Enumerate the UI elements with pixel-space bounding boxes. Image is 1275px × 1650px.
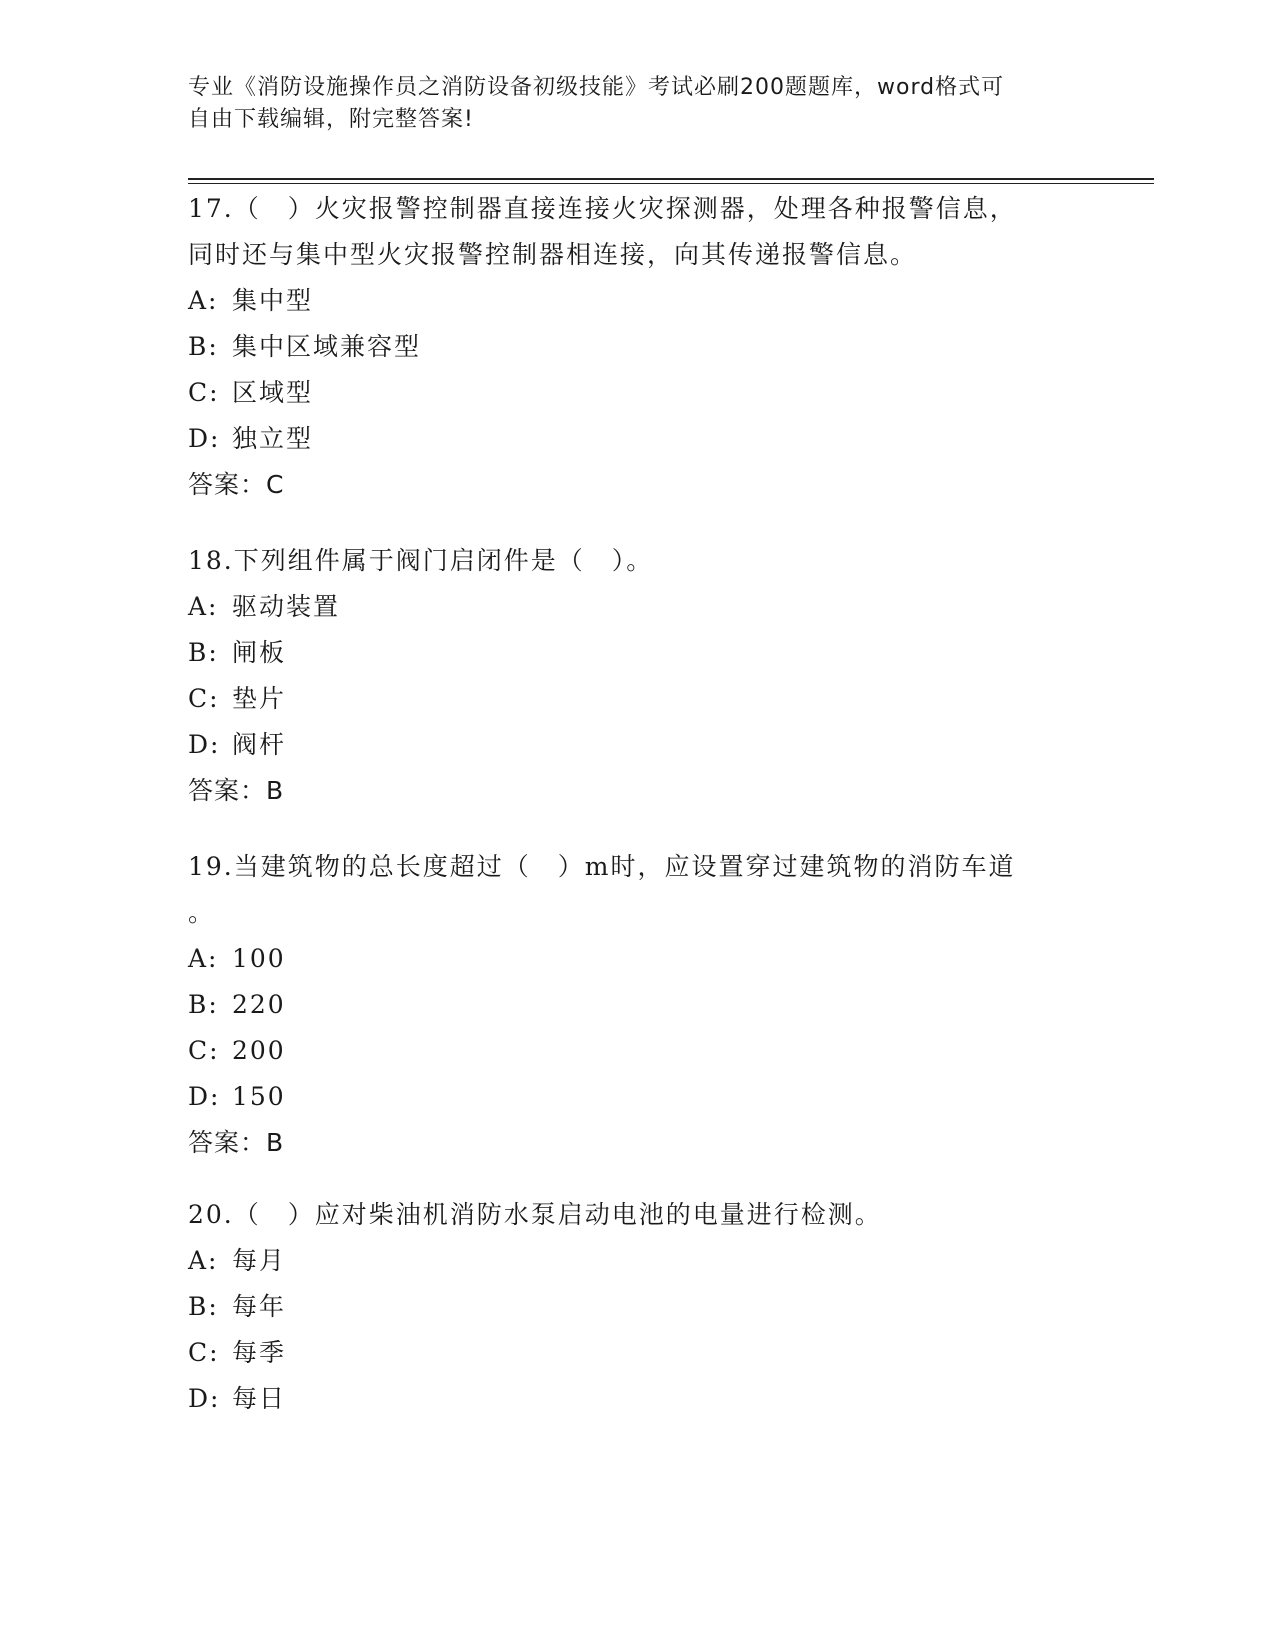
option-text: 每年 <box>232 1292 287 1321</box>
header-line-1: 专业《消防设施操作员之消防设备初级技能》考试必刷200题题库，word格式可 <box>188 75 1005 100</box>
option-letter: D: <box>188 424 221 453</box>
option-text: 每日 <box>232 1384 287 1413</box>
question-stem-line: 17.（ ）火灾报警控制器直接连接火灾探测器，处理各种报警信息， <box>188 194 1017 223</box>
option-text: 每月 <box>232 1246 287 1275</box>
option-text: 200 <box>232 1036 286 1065</box>
question-stem-line: 。 <box>188 898 216 927</box>
option-a <box>188 278 1068 324</box>
option-text: 集中区域兼容型 <box>232 332 422 361</box>
option-text: 100 <box>232 944 286 973</box>
option-c <box>188 1330 1068 1376</box>
option-letter: D: <box>188 1384 221 1413</box>
option-letter: B: <box>188 332 219 361</box>
question-stem-line: 20.（ ）应对柴油机消防水泵启动电池的电量进行检测。 <box>188 1200 882 1229</box>
option-c <box>188 676 1068 722</box>
option-letter: B: <box>188 990 219 1019</box>
option-text: 150 <box>232 1082 286 1111</box>
option-letter: D: <box>188 1082 221 1111</box>
option-letter: A: <box>188 592 219 621</box>
option-letter: C: <box>188 378 220 407</box>
option-letter: C: <box>188 1036 220 1065</box>
option-text: 集中型 <box>232 286 314 315</box>
document-header <box>188 72 1068 136</box>
question-19 <box>188 844 1068 1166</box>
option-text: 闸板 <box>232 638 287 667</box>
option-letter: A: <box>188 944 219 973</box>
option-b <box>188 324 1068 370</box>
option-letter: B: <box>188 638 219 667</box>
option-letter: B: <box>188 1292 219 1321</box>
option-text: 驱动装置 <box>232 592 341 621</box>
answer-label: 答案：B <box>188 1128 285 1157</box>
option-letter: C: <box>188 684 220 713</box>
answer-label: 答案：B <box>188 776 285 805</box>
question-17 <box>188 186 1068 508</box>
option-text: 独立型 <box>232 424 314 453</box>
option-text: 220 <box>232 990 286 1019</box>
option-d <box>188 1376 1068 1422</box>
question-20 <box>188 1192 1068 1422</box>
question-stem-line: 18.下列组件属于阀门启闭件是（ ）。 <box>188 546 654 575</box>
option-a <box>188 584 1068 630</box>
option-c <box>188 370 1068 416</box>
header-line-2: 自由下载编辑，附完整答案! <box>188 107 474 132</box>
header-divider-thin <box>188 183 1154 184</box>
question-stem-line: 同时还与集中型火灾报警控制器相连接，向其传递报警信息。 <box>188 240 918 269</box>
option-a <box>188 936 1068 982</box>
option-b <box>188 1284 1068 1330</box>
option-c <box>188 1028 1068 1074</box>
option-letter: C: <box>188 1338 220 1367</box>
option-text: 阀杆 <box>232 730 287 759</box>
answer-label: 答案：C <box>188 470 285 499</box>
option-text: 每季 <box>232 1338 287 1367</box>
option-d <box>188 722 1068 768</box>
option-text: 垫片 <box>232 684 287 713</box>
option-text: 区域型 <box>232 378 314 407</box>
question-stem-line: 19.当建筑物的总长度超过（ ）m时，应设置穿过建筑物的消防车道 <box>188 852 1016 881</box>
question-18 <box>188 538 1068 814</box>
option-letter: A: <box>188 286 219 315</box>
option-d <box>188 416 1068 462</box>
option-a <box>188 1238 1068 1284</box>
option-letter: D: <box>188 730 221 759</box>
option-b <box>188 630 1068 676</box>
option-b <box>188 982 1068 1028</box>
header-divider-thick <box>188 178 1154 180</box>
option-letter: A: <box>188 1246 219 1275</box>
option-d <box>188 1074 1068 1120</box>
